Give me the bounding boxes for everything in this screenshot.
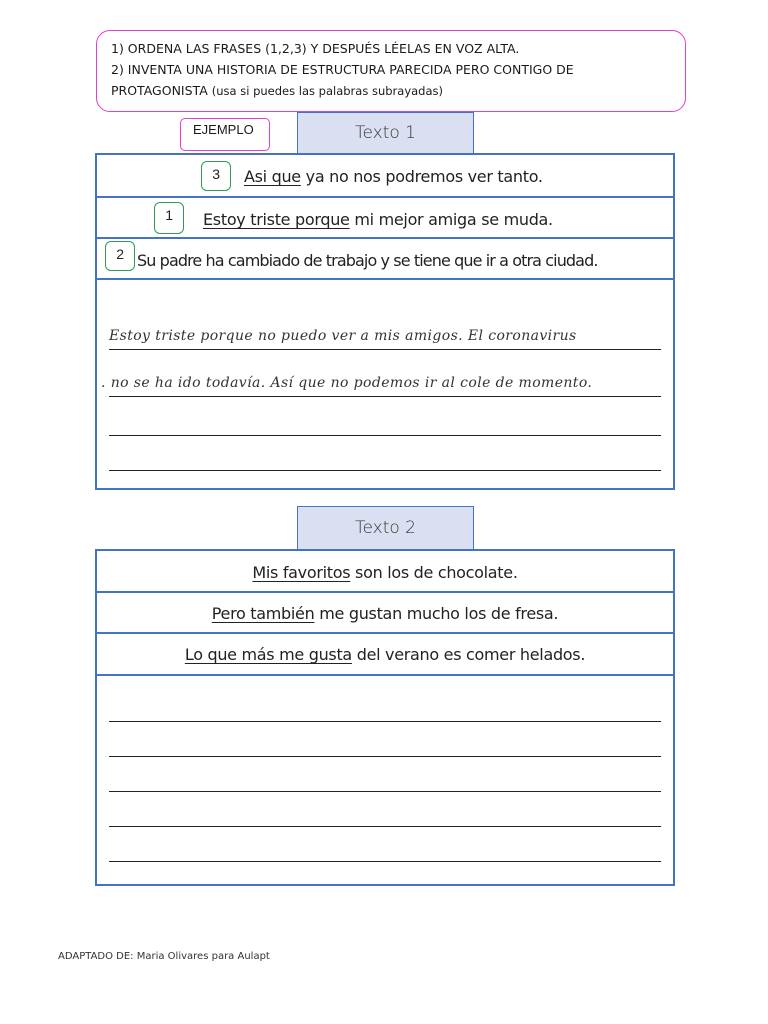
sentence (203, 210, 553, 229)
writing-line (109, 721, 661, 722)
order-number-badge[interactable]: 2 (105, 241, 135, 271)
writing-line (109, 349, 661, 350)
sentence (137, 251, 598, 270)
writing-line (109, 756, 661, 757)
texto2-row-2 (97, 593, 673, 634)
instruction-line-2: 2) INVENTA UNA HISTORIA DE ESTRUCTURA PARECIDA PERO CONTIGO DE (111, 62, 574, 77)
texto1-writing-area[interactable] (97, 280, 673, 488)
sentence (244, 167, 543, 186)
writing-line (109, 470, 661, 471)
texto1-tab: Texto 1 (297, 112, 474, 155)
instruction-line-1: 1) ORDENA LAS FRASES (1,2,3) Y DESPUÉS LÉELAS EN VOZ ALTA. (111, 41, 520, 56)
texto2-row-1 (97, 551, 673, 593)
texto2-row-3 (97, 634, 673, 676)
texto1-row-2 (97, 198, 673, 239)
footer-label: ADAPTADO DE: (58, 951, 134, 962)
connector-underlined: Pero también (211, 604, 315, 623)
connector-underlined: Estoy triste porque (203, 210, 350, 229)
connector-underlined: Asi que (244, 167, 301, 186)
texto1-row-1 (97, 155, 673, 198)
writing-line (109, 791, 661, 792)
connector-underlined: Mis favoritos (252, 563, 351, 582)
connector-underlined: Lo que más me gusta (184, 645, 352, 664)
sentence-rest: mi mejor amiga se muda. (349, 210, 553, 229)
texto1-table (95, 153, 675, 490)
order-number-badge[interactable]: 3 (201, 161, 231, 191)
footer-author: Maria Olivares para Aulapt (136, 951, 270, 962)
order-number-badge[interactable]: 1 (154, 202, 184, 234)
instructions-box (96, 30, 686, 112)
example-label: EJEMPLO (180, 118, 270, 151)
texto2-writing-area[interactable] (97, 676, 673, 884)
writing-line (109, 861, 661, 862)
texto2-table (95, 549, 675, 886)
writing-line (109, 826, 661, 827)
texto1-row-3 (97, 239, 673, 280)
handwritten-line-2: . no se ha ido todavía. Así que no podemos ir al cole de momento. (101, 375, 593, 391)
instruction-line-3-main: PROTAGONISTA (111, 83, 208, 98)
instruction-line-3 (111, 80, 673, 102)
sentence-rest: Su padre ha cambiado de trabajo y se tiene que ir a otra ciudad. (137, 251, 598, 270)
writing-line (109, 396, 661, 397)
footer-credit (58, 951, 270, 962)
writing-line (109, 435, 661, 436)
texto2-tab: Texto 2 (297, 506, 474, 550)
sentence-rest: son los de chocolate. (350, 563, 518, 582)
sentence-rest: me gustan mucho los de fresa. (314, 604, 559, 623)
sentence-rest: del verano es comer helados. (351, 645, 586, 664)
sentence-rest: ya no nos podremos ver tanto. (300, 167, 543, 186)
instruction-line-3-note: (usa si puedes las palabras subrayadas) (211, 84, 443, 98)
handwritten-line-1: Estoy triste porque no puedo ver a mis amigos. El coronavirus (109, 328, 577, 344)
